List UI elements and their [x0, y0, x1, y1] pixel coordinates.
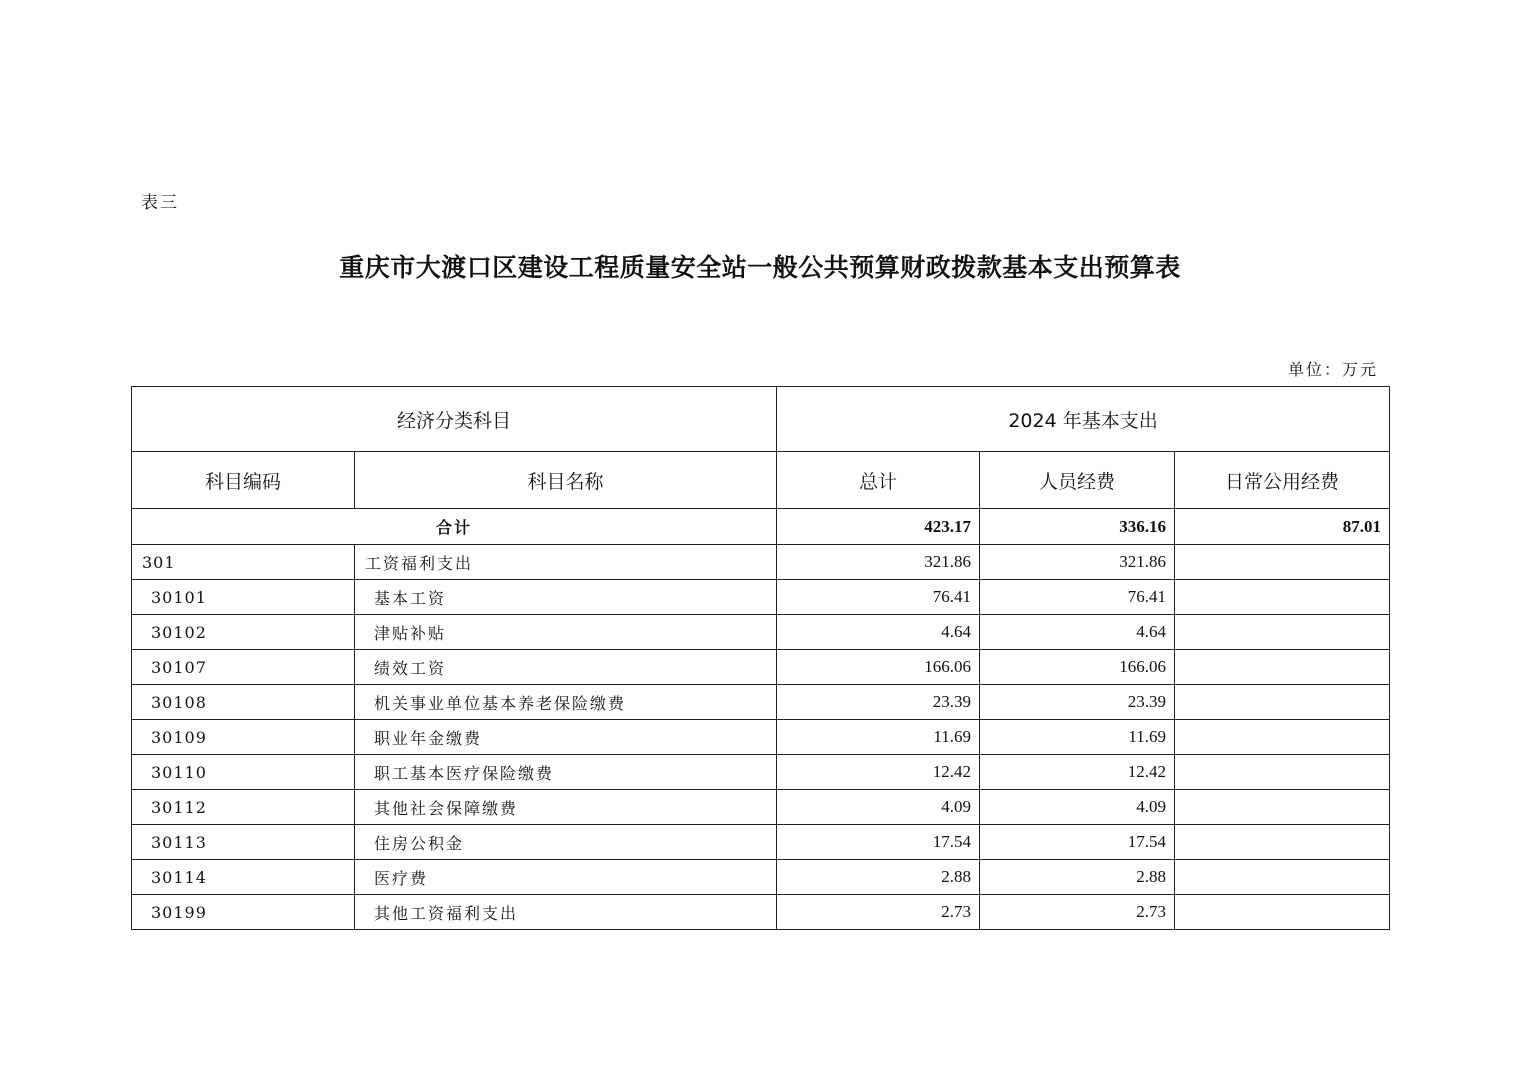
- header-personnel: 人员经费: [980, 452, 1175, 509]
- row-code: 30108: [132, 685, 355, 720]
- row-name: 医疗费: [355, 860, 777, 895]
- row-code: 301: [132, 545, 355, 580]
- row-code: 30101: [132, 580, 355, 615]
- row-personnel: 17.54: [980, 825, 1175, 860]
- row-code: 30109: [132, 720, 355, 755]
- total-label: 合计: [132, 509, 777, 545]
- row-name: 住房公积金: [355, 825, 777, 860]
- row-name: 绩效工资: [355, 650, 777, 685]
- row-code: 30113: [132, 825, 355, 860]
- total-row: [132, 509, 1390, 545]
- header-economic-category: 经济分类科目: [132, 387, 777, 452]
- table-row: [132, 790, 1390, 825]
- table-row: [132, 895, 1390, 930]
- header-name: 科目名称: [355, 452, 777, 509]
- row-total: 12.42: [777, 755, 980, 790]
- table-row: [132, 860, 1390, 895]
- row-total: 4.09: [777, 790, 980, 825]
- row-name: 津贴补贴: [355, 615, 777, 650]
- row-personnel: 166.06: [980, 650, 1175, 685]
- row-public: [1175, 860, 1390, 895]
- table-row: [132, 615, 1390, 650]
- row-total: 2.88: [777, 860, 980, 895]
- row-total: 23.39: [777, 685, 980, 720]
- header-code: 科目编码: [132, 452, 355, 509]
- row-personnel: 321.86: [980, 545, 1175, 580]
- document-title: 重庆市大渡口区建设工程质量安全站一般公共预算财政拨款基本支出预算表: [339, 253, 1181, 282]
- header-basic-expenditure: 2024 年基本支出: [777, 387, 1390, 452]
- row-public: [1175, 685, 1390, 720]
- row-public: [1175, 720, 1390, 755]
- row-personnel: 4.64: [980, 615, 1175, 650]
- header-total: 总计: [777, 452, 980, 509]
- row-total: 2.73: [777, 895, 980, 930]
- row-total: 166.06: [777, 650, 980, 685]
- table-row: [132, 545, 1390, 580]
- table-row: [132, 755, 1390, 790]
- row-personnel: 76.41: [980, 580, 1175, 615]
- row-public: [1175, 580, 1390, 615]
- row-code: 30199: [132, 895, 355, 930]
- row-public: [1175, 755, 1390, 790]
- row-personnel: 2.88: [980, 860, 1175, 895]
- group-header-row: [132, 387, 1390, 452]
- row-name: 工资福利支出: [355, 545, 777, 580]
- row-total: 4.64: [777, 615, 980, 650]
- row-public: [1175, 545, 1390, 580]
- row-total: 11.69: [777, 720, 980, 755]
- row-public: [1175, 615, 1390, 650]
- row-name: 基本工资: [355, 580, 777, 615]
- row-public: [1175, 895, 1390, 930]
- row-total: 321.86: [777, 545, 980, 580]
- row-total: 76.41: [777, 580, 980, 615]
- row-code: 30107: [132, 650, 355, 685]
- row-code: 30112: [132, 790, 355, 825]
- row-public: [1175, 650, 1390, 685]
- row-personnel: 12.42: [980, 755, 1175, 790]
- table-row: [132, 825, 1390, 860]
- column-header-row: [132, 452, 1390, 509]
- row-name: 其他工资福利支出: [355, 895, 777, 930]
- table-row: [132, 685, 1390, 720]
- budget-table: [131, 386, 1390, 930]
- row-code: 30102: [132, 615, 355, 650]
- row-code: 30114: [132, 860, 355, 895]
- table-row: [132, 650, 1390, 685]
- table-row: [132, 720, 1390, 755]
- row-code: 30110: [132, 755, 355, 790]
- unit-note: 单位：万元: [1287, 360, 1378, 379]
- row-name: 职工基本医疗保险缴费: [355, 755, 777, 790]
- row-personnel: 2.73: [980, 895, 1175, 930]
- row-public: [1175, 790, 1390, 825]
- row-personnel: 23.39: [980, 685, 1175, 720]
- row-public: [1175, 825, 1390, 860]
- row-personnel: 11.69: [980, 720, 1175, 755]
- total-public: 87.01: [1175, 509, 1390, 545]
- row-personnel: 4.09: [980, 790, 1175, 825]
- total-personnel: 336.16: [980, 509, 1175, 545]
- document-label: 表三: [141, 193, 179, 213]
- row-name: 其他社会保障缴费: [355, 790, 777, 825]
- row-name: 机关事业单位基本养老保险缴费: [355, 685, 777, 720]
- total-total: 423.17: [777, 509, 980, 545]
- table-row: [132, 580, 1390, 615]
- row-name: 职业年金缴费: [355, 720, 777, 755]
- row-total: 17.54: [777, 825, 980, 860]
- header-public: 日常公用经费: [1175, 452, 1390, 509]
